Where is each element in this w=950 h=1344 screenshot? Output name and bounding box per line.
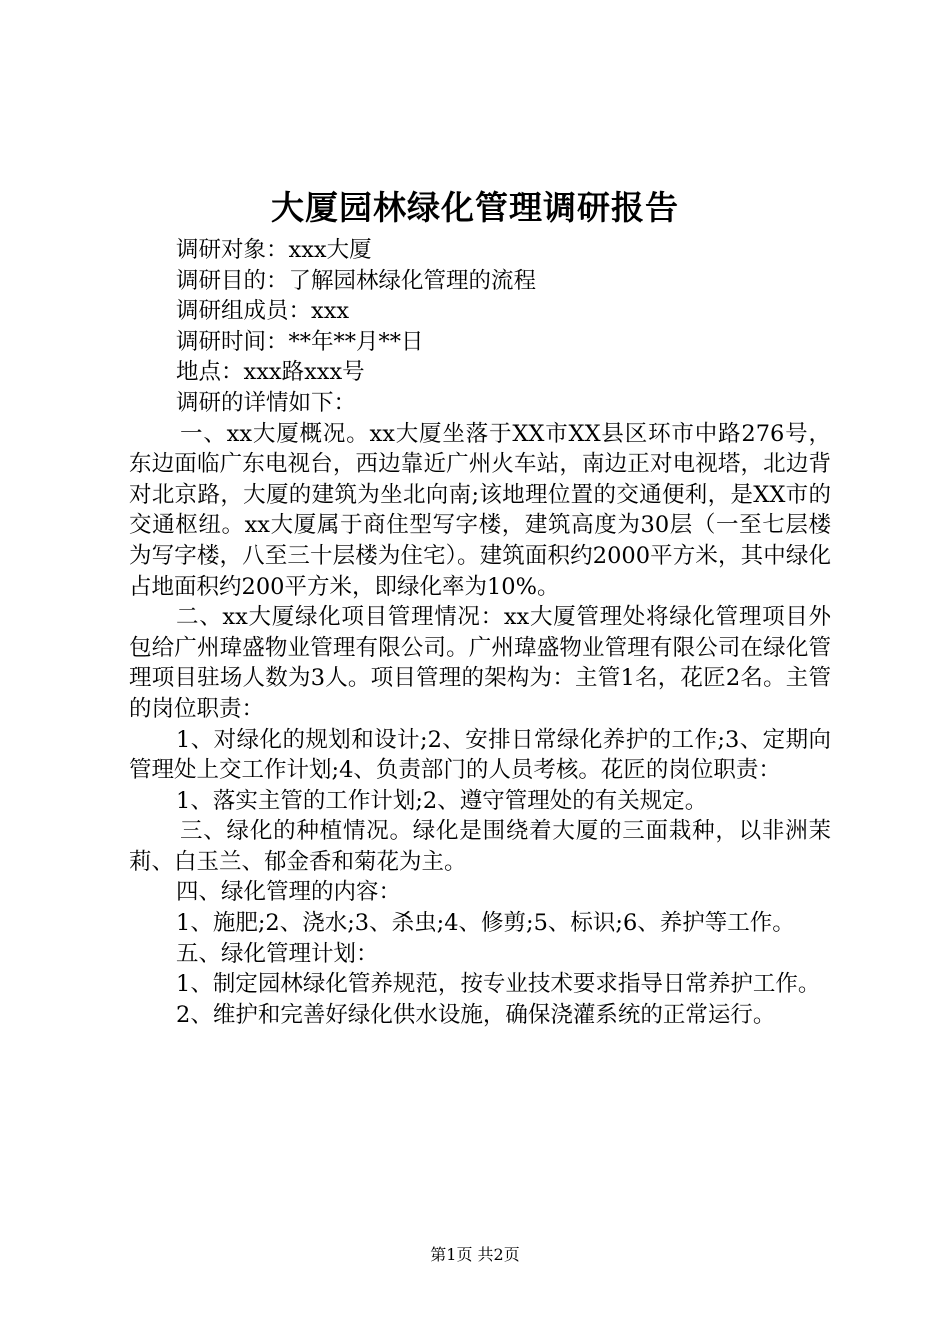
paragraph-section-1-overview: 一、xx大厦概况。xx大厦坐落于XX市XX县区环市中路276号，东边面临广东电视台，西边靠近广州火车站，南边正对电视塔，北边背对北京路，大厦的建筑为坐北向南;该地理位置的交通便利，是XX市的交通枢纽。xx大厦属于商住型写字楼，建筑高度为30层（一至七层楼为写字楼，八至三十层楼为住宅）。建筑面积约2000平方米，其中绿化占地面积约200平方米，即绿化率为10%。 <box>129 420 831 600</box>
paragraph-survey-purpose: 调研目的：了解园林绿化管理的流程 <box>176 267 537 294</box>
paragraph-section-3-planting: 三、绿化的种植情况。绿化是围绕着大厦的三面栽种，以非洲茉莉、白玉兰、郁金香和菊花为主。 <box>129 818 831 875</box>
document-title: 大厦园林绿化管理调研报告 <box>271 188 679 227</box>
paragraph-section-4-heading: 四、绿化管理的内容： <box>176 879 402 906</box>
paragraph-plan-item-1: 1、制定园林绿化管养规范，按专业技术要求指导日常养护工作。 <box>176 971 821 998</box>
paragraph-survey-time: 调研时间：**年**月**日 <box>176 328 424 355</box>
paragraph-supervisor-duties: 1、对绿化的规划和设计;2、安排日常绿化养护的工作;3、定期向管理处上交工作计划;4、负责部门的人员考核。花匠的岗位职责： <box>129 726 831 784</box>
paragraph-survey-members: 调研组成员：xxx <box>176 298 350 325</box>
page-number-footer: 第1页 共2页 <box>430 1245 520 1264</box>
paragraph-survey-details-intro: 调研的详情如下： <box>176 389 357 416</box>
paragraph-survey-location: 地点：xxx路xxx号 <box>176 359 365 386</box>
paragraph-gardener-duties: 1、落实主管的工作计划;2、遵守管理处的有关规定。 <box>176 787 708 814</box>
document-body <box>129 235 831 1030</box>
paragraph-survey-subject: 调研对象：xxx大厦 <box>176 237 372 263</box>
paragraph-section-4-items: 1、施肥;2、浇水;3、杀虫;4、修剪;5、标识;6、养护等工作。 <box>176 910 795 937</box>
paragraph-section-5-heading: 五、绿化管理计划： <box>176 940 379 967</box>
paragraph-section-2-management: 二、xx大厦绿化项目管理情况：xx大厦管理处将绿化管理项目外包给广州瑋盛物业管理有限公司。广州瑋盛物业管理有限公司在绿化管理项目驻场人数为3人。项目管理的架构为：主管1名，花匠2名。主管的岗位职责： <box>129 604 831 722</box>
paragraph-plan-item-2: 2、维护和完善好绿化供水设施，确保浇灌系统的正常运行。 <box>176 1001 776 1028</box>
